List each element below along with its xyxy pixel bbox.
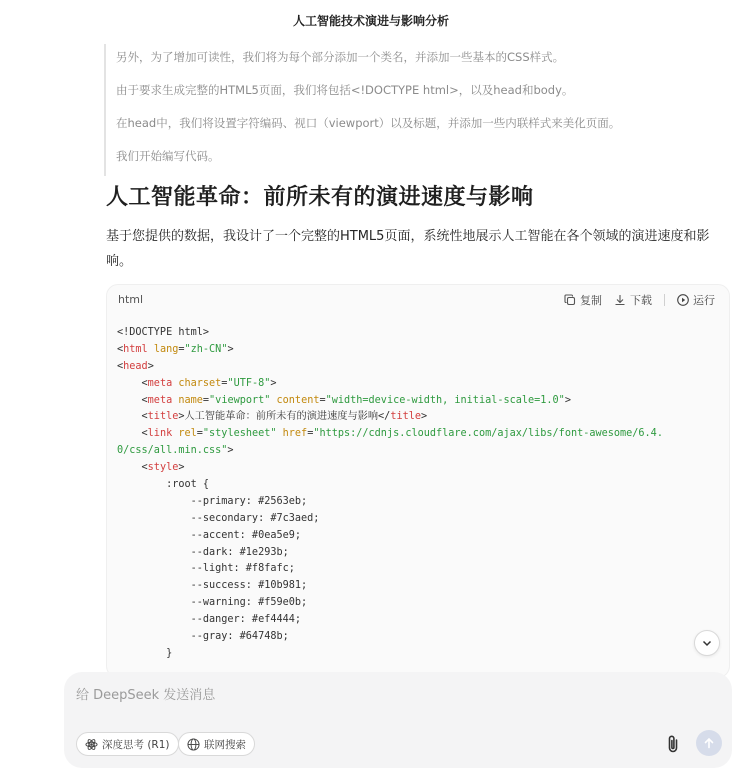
- code-line: [117, 359, 723, 376]
- code-token: "stylesheet": [202, 428, 277, 440]
- code-block-header: [107, 285, 729, 315]
- code-toolbar: [552, 292, 715, 308]
- thinking-line: 在head中，我们将设置字符编码、视口（viewport）以及标题，并添加一些内联样式来美化页面。: [116, 116, 621, 130]
- code-token: <: [117, 377, 148, 389]
- code-token: --success: #10b981;: [117, 580, 308, 592]
- run-button[interactable]: [677, 292, 715, 308]
- globe-icon: [187, 738, 200, 751]
- download-button[interactable]: [614, 292, 652, 308]
- code-token: "zh-CN": [184, 343, 228, 355]
- paperclip-icon[interactable]: [664, 734, 682, 754]
- code-token: 0/css/all.min.css": [117, 445, 228, 457]
- code-token: rel: [178, 428, 197, 440]
- code-line: [117, 612, 723, 629]
- download-icon: [614, 294, 626, 306]
- code-line: [117, 409, 723, 426]
- code-token: <: [117, 428, 148, 440]
- code-token: 人工智能革命：前所未有的演进速度与影响: [184, 411, 379, 423]
- code-line: [117, 561, 723, 578]
- code-language-label: html: [118, 293, 144, 306]
- code-line: [117, 443, 723, 460]
- code-token: "width=device-width, initial-scale=1.0": [325, 394, 565, 406]
- deep-think-label: 深度思考 (R1): [102, 738, 170, 751]
- code-token: <: [117, 411, 148, 423]
- code-line: [117, 511, 723, 528]
- code-token: >: [178, 462, 185, 474]
- atom-icon: [85, 738, 98, 751]
- page-title: 人工智能技术演进与影响分析: [292, 14, 449, 28]
- code-token: "https://cdnjs.cloudflare.com/ajax/libs/font-awesome/6.4.: [313, 428, 663, 440]
- code-token: >: [227, 343, 234, 355]
- code-line: [117, 494, 723, 511]
- code-token: --light: #f8fafc;: [117, 563, 295, 575]
- code-token: <!DOCTYPE html>: [117, 327, 210, 338]
- thinking-line: 另外，为了增加可读性，我们将为每个部分添加一个类名，并添加一些基本的CSS样式。: [116, 50, 565, 64]
- code-token: =: [307, 428, 314, 440]
- code-line: [117, 426, 723, 443]
- web-search-toggle[interactable]: [178, 732, 255, 756]
- code-token: <: [117, 343, 124, 355]
- code-token: =: [319, 394, 326, 406]
- code-token: --gray: #64748b;: [117, 631, 289, 643]
- answer-intro: 基于您提供的数据，我设计了一个完整的HTML5页面，系统性地展示人工智能在各个领域的演进速度和影响。: [106, 229, 710, 269]
- code-line: [117, 646, 723, 663]
- code-token: >: [227, 445, 234, 457]
- code-token: >: [178, 411, 185, 423]
- code-token: lang: [153, 343, 179, 355]
- code-token: href: [282, 428, 308, 440]
- download-label: 下载: [630, 294, 652, 307]
- code-token: --dark: #1e293b;: [117, 546, 289, 558]
- arrow-up-icon: [703, 737, 715, 749]
- code-line: [117, 477, 723, 494]
- code-token: meta: [147, 394, 173, 406]
- code-line: [117, 578, 723, 595]
- code-token: head: [123, 360, 148, 372]
- deep-think-toggle[interactable]: [76, 732, 179, 756]
- code-token: charset: [178, 377, 222, 389]
- copy-icon: [564, 294, 576, 306]
- code-token: >: [564, 394, 571, 406]
- code-token: </: [378, 411, 391, 423]
- thinking-line: 由于要求生成完整的HTML5页面，我们将包括<!DOCTYPE html>，以及head和body。: [116, 83, 574, 97]
- answer-heading: 人工智能革命：前所未有的演进速度与影响: [106, 185, 534, 210]
- code-token: >: [270, 377, 277, 389]
- code-line: [117, 545, 723, 562]
- code-line: [117, 460, 723, 477]
- copy-button[interactable]: [564, 292, 602, 308]
- code-token: =: [202, 394, 210, 406]
- code-token: --danger: #ef4444;: [117, 614, 302, 626]
- code-token: "UTF-8": [227, 377, 271, 389]
- code-token: <: [117, 394, 148, 406]
- code-block: [106, 284, 730, 678]
- code-line: [117, 595, 723, 612]
- code-line: [117, 325, 723, 342]
- code-token: title: [390, 411, 421, 423]
- code-token: style: [147, 462, 179, 474]
- code-line: [117, 393, 723, 410]
- code-token: --secondary: #7c3aed;: [117, 512, 320, 524]
- code-token: html: [123, 343, 148, 355]
- code-token: --primary: #2563eb;: [117, 495, 308, 507]
- code-token: link: [147, 428, 173, 440]
- code-token: >: [147, 360, 154, 372]
- code-token: "viewport": [209, 394, 271, 406]
- code-token: --accent: #0ea5e9;: [117, 529, 302, 541]
- code-token: meta: [147, 377, 173, 389]
- code-line: [117, 376, 723, 393]
- code-token: --warning: #f59e0b;: [117, 597, 308, 609]
- code-token: content: [276, 394, 320, 406]
- code-token: =: [221, 377, 228, 389]
- toolbar-divider: [664, 294, 665, 306]
- thinking-block: [104, 44, 724, 176]
- code-token: <: [117, 462, 148, 474]
- code-token: }: [117, 647, 173, 659]
- message-composer: [64, 672, 732, 768]
- thinking-line: 我们开始编写代码。: [116, 149, 220, 163]
- code-line: [117, 629, 723, 646]
- code-token: <: [117, 360, 124, 372]
- code-token: name: [178, 394, 203, 406]
- code-content: [117, 325, 723, 663]
- send-button[interactable]: [696, 730, 722, 756]
- code-token: =: [178, 343, 185, 355]
- message-input[interactable]: [76, 684, 676, 712]
- code-token: :root {: [117, 479, 210, 491]
- code-token: title: [147, 411, 179, 423]
- copy-label: 复制: [580, 294, 602, 307]
- scroll-to-bottom-button[interactable]: [694, 630, 720, 656]
- code-token: >: [421, 411, 428, 423]
- run-label: 运行: [693, 294, 715, 307]
- code-line: [117, 528, 723, 545]
- run-icon: [677, 294, 689, 306]
- chevron-down-icon: [701, 637, 713, 649]
- code-token: =: [196, 428, 203, 440]
- web-search-label: 联网搜索: [204, 738, 246, 751]
- code-line: [117, 342, 723, 359]
